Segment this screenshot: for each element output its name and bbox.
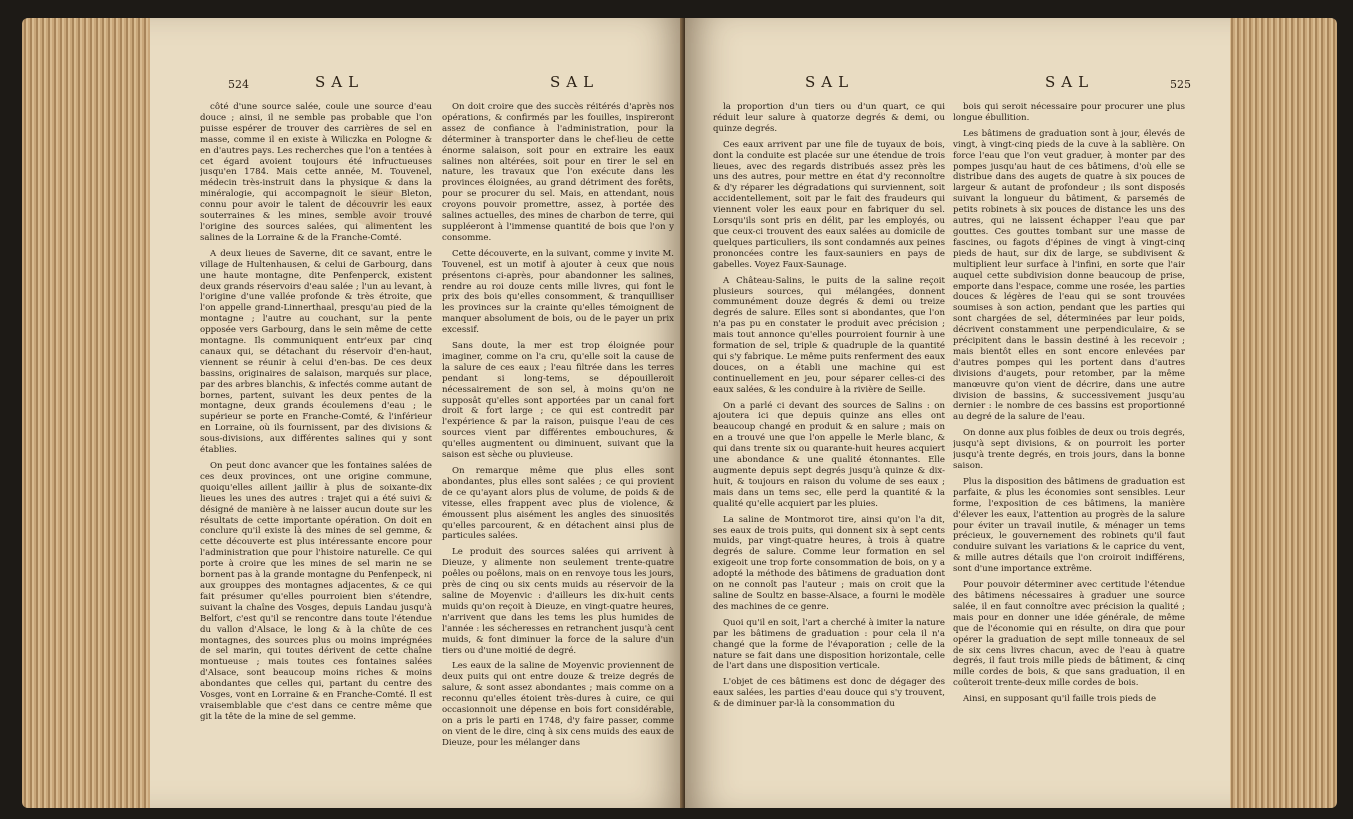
- paragraph: On doit croire que des succès réitérés d'après nos opérations, & confirmés par les fouilles, inspireront assez de confiance à l'administration, pour la déterminer à transporter dans le chef-lieu de cette énorme salaison, soit pour en extraire les eaux salines non altérées, soit pour en tirer le sel en nature, les travaux que l'on exécute dans les provinces éloignées, au grand détriment des forêts, pour se procurer du sel. Mais, en attendant, nous croyons pouvoir promettre, assez, à portée des salines actuelles, des mines de charbon de terre, qui suppléeront à l'immense quantité de bois que l'on y consomme.: [442, 102, 674, 243]
- paragraph: La saline de Montmorot tire, ainsi qu'on l'a dit, ses eaux de trois puits, qui donnent six à sept cents muids, par vingt-quatre heures, à trois à quatre degrés de salure. Comme leur formation en sel exigeoit une trop forte consommation de bois, on y a adopté la méthode des bâtimens de graduation dont on ne connoît pas l'auteur ; mais on croit que la saline de Soultz en basse-Alsace, a fourni le modèle des machines de ce genre.: [713, 514, 945, 612]
- paragraph: Les eaux de la saline de Moyenvic proviennent de deux puits qui ont entre douze & treize degrés de salure, & sont assez abondantes ; mais comme on a reconnu qu'elles étoient très-dures à cuire, ce qui occasionnoit une dépense en bois fort considérable, on a pris le parti en 1748, d'y faire passer, comme on vient de le dire, cinq à six cens muids des eaux de Dieuze, pour les mélanger dans: [442, 661, 674, 748]
- paragraph: L'objet de ces bâtimens est donc de dégager des eaux salées, les parties d'eau douce qui s'y trouvent, & de diminuer par-là la consommation du: [713, 677, 945, 710]
- paragraph: Ainsi, en supposant qu'il faille trois pieds de: [963, 694, 1157, 705]
- right-page-column-2: [953, 102, 1185, 777]
- paragraph: Pour pouvoir déterminer avec certitude l'étendue des bâtimens nécessaires à graduer une source salée, il en faut connoître avec précision la qualité ; mais pour en donner une idée générale, de même que de l'économie qui en résulte, on dira que pour opérer la graduation de sept mille tonneaux de sel de six cens livres chacun, avec de l'eau à quatre degrés, il faut trois mille pieds de bâtiment, & cinq mille cordes de bois, & que sans graduation, il en coûteroit trente-deux mille cordes de bois.: [953, 580, 1185, 689]
- paragraph: Le produit des sources salées qui arrivent à Dieuze, y alimente non seulement trente-quatre poêles ou poêlons, mais on en renvoye tous les jours, près de cinq ou six cents muids au réservoir de la saline de Moyenvic : d'ailleurs les dix-huit cents muids qu'on reçoit à Dieuze, en vingt-quatre heures, n'arrivent que dans les tems les plus humides de l'année : les sécheresses en retranchent jusqu'à cent muids, & font diminuer la force de la salure d'un tiers ou d'une moitié de degré.: [442, 547, 674, 656]
- paragraph: la proportion d'un tiers ou d'un quart, ce qui réduit leur salure à quatorze degrés & demi, ou quinze degrés.: [713, 102, 945, 134]
- page-edges-right: [1217, 18, 1337, 808]
- paragraph: côté d'une source salée, coule une source d'eau douce ; ainsi, il ne semble pas probable que l'on puisse espérer de trouver des carrières de sel en masse, comme il en existe à Wiliczka en Pologne & en d'autres pays. Les recherches que l'on a tentées à cet égard avoient toujours été infructueuses jusqu'en 1784. Mais cette année, M. Touvenel, médecin très-instruit dans la physique & dans la minéralogie, qui accompagnoit le sieur Bleton, connu pour avoir le talent de découvrir les eaux souterraines & les mines, semble avoir trouvé l'origine des sources salées, qui alimentent les salines de la Lorraine & de la Franche-Comté.: [200, 102, 432, 243]
- paragraph: On remarque même que plus elles sont abondantes, plus elles sont salées ; ce qui provient de ce qu'ayant alors plus de volume, de poids & de vitesse, elles frappent avec plus de violence, & émoussent plus aisément les angles des sinuosités qu'elles parcourent, & en détachent ainsi plus de particules salées.: [442, 466, 674, 542]
- paragraph: Les bâtimens de graduation sont à jour, élevés de vingt, à vingt-cinq pieds de la cuve à la sablière. On force l'eau que l'on veut graduer, à monter par des pompes jusqu'au haut de ces bâtimens, d'où elle se distribue dans des augets de quatre à six pouces de largeur & autant de profondeur ; ils sont disposés suivant la longueur du bâtiment, & parsemés de petits robinets à six pouces de distance les uns des autres, qui ne laissent échapper l'eau que par gouttes. Ces gouttes tombant sur une masse de fascines, ou fagots d'épines de vingt à vingt-cinq pieds de haut, sur dix de large, se subdivisent & multiplient leur surface à l'infini, en sorte que l'air auquel cette subdivision donne beaucoup de prise, emporte dans l'espace, comme une rosée, les parties douces & légères de l'eau qui se sont trouvées soumises à son action, pendant que les parties qui sont chargées de sel, déterminées par leur poids, décrivent constamment une perpendiculaire, & se précipitent dans le bassin destiné à les recevoir ; mais bientôt elles en sont encore enlevées par d'autres pompes qui les portent dans d'autres divisions d'augets, pour retomber, par la même manœuvre qu'on vient de décrire, dans une autre division de bassins, & successivement jusqu'au dernier : le nombre de ces bassins est proportionné au degré de la salure de l'eau.: [953, 128, 1185, 423]
- paragraph: On donne aux plus foibles de deux ou trois degrés, jusqu'à sept divisions, & on pourroit les porter jusqu'à trente degrés, en trois jours, dans la bonne saison.: [953, 428, 1185, 471]
- paragraph: On a parlé ci devant des sources de Salins : on ajoutera ici que depuis quinze ans elles ont beaucoup changé en produit & en salure ; mais on en a trouvé une que l'on appelle le Merle blanc, & qui dans trente six ou quarante-huit heures acquiert une abondance & une qualité étonnantes. Elle augmente depuis sept degrés jusqu'à quinze & dix-huit, & toujours en raison du volume de ses eaux ; mais dans un tems sec, elle perd la quantité & la qualité qu'elle acquiert par les pluies.: [713, 400, 945, 509]
- paragraph: Sans doute, la mer est trop éloignée pour imaginer, comme on l'a cru, qu'elle soit la cause de la salure de ces eaux ; l'eau filtrée dans les terres pendant si long-tems, se dépouilleroit nécessairement de son sel, à moins qu'on ne supposât qu'elles sont apportées par un canal fort droit & fort large ; ce qui est contredit par l'expérience & par la raison, puisque l'eau de ces sources vient par différentes embouchures, & qu'elles augmentent ou diminuent, suivant que la saison est sèche ou pluvieuse.: [442, 341, 674, 461]
- paragraph: Cette découverte, en la suivant, comme y invite M. Touvenel, est un motif à ajouter à ceux que nous présentons ci-après, pour abandonner les salines, rendre au roi douze cents mille livres, qui font le prix des bois qu'elles consomment, & tranquilliser les provinces sur la crainte qu'elles témoignent de manquer absolument de bois, ou de le payer un prix excessif.: [442, 248, 674, 336]
- running-head-right-col1: SAL: [805, 73, 855, 91]
- paragraph: bois qui seroit nécessaire pour procurer une plus longue ébullition.: [953, 102, 1185, 123]
- right-page-column-1: [713, 102, 945, 777]
- running-head-left-col1: SAL: [315, 73, 365, 91]
- paragraph: On peut donc avancer que les fontaines salées de ces deux provinces, ont une origine commune, quoiqu'elles aillent jaillir à plus de soixante-dix lieues les unes des autres : trajet qui a été suivi & désigné de manière à ne laisser aucun doute sur les résultats de cette importante opération. On doit en conclure qu'il existe là des mines de sel gemme, & cette découverte est plus intéressante encore pour l'administration que pour l'histoire naturelle. Ce qui porte à croire que les mines de sel marin ne se bornent pas à la grande montagne du Penfenpeck, ni aux grouppes des montagnes adjacentes, & ce qui fait présumer qu'elles pourroient bien s'étendre, suivant la chaîne des Vosges, depuis Landau jusqu'à Belfort, c'est qu'il se rencontre dans toute l'étendue du vallon d'Alsace, le long & à la chûte de ces montagnes, des sources plus ou moins imprégnées de sel marin, qui toutes dérivent de cette chaîne montueuse ; mais toutes ces fontaines salées d'Alsace, sont beaucoup moins riches & moins abondantes que celles qui, partant du centre des Vosges, vont en Lorraine & en Franche-Comté. Il est vraisemblable que c'est dans ce centre même que git la tête de la mine de sel gemme.: [200, 461, 432, 722]
- paragraph: Ces eaux arrivent par une file de tuyaux de bois, dont la conduite est placée sur une étendue de trois lieues, avec des regards distribués assez près les uns des autres, pour mettre en état d'y reconnoître & d'y réparer les dégradations qui surviennent, soit accidentellement, soit par le fait des fraudeurs qui viennent voler les eaux pour en fabriquer du sel. Lorsqu'ils sont pris en délit, par les employés, ou que ceux-ci trouvent des eaux salées au domicile de quelques particuliers, ils sont condamnés aux peines prononcées contre les faux-sauniers en pays de gabelles. Voyez Faux-Saunage.: [713, 139, 945, 270]
- running-head-left-col2: SAL: [550, 73, 600, 91]
- paragraph: Plus la disposition des bâtimens de graduation est parfaite, & plus les économies sont sensibles. Leur forme, l'exposition de ces bâtimens, la manière d'élever les eaux, l'attention au progrès de la salure pour éviter un travail inutile, & ménager un tems précieux, le gouvernement des robinets qu'il faut conduire suivant les variations & le caprice du vent, & mille autres détails que l'on croiroit indifférens, sont d'une importance extrême.: [953, 476, 1185, 575]
- paragraph: Quoi qu'il en soit, l'art a cherché à imiter la nature par les bâtimens de graduation : pour cela il n'a changé que la forme de l'évaporation ; celle de la nature se fait dans une disposition horizontale, celle de l'art dans une disposition verticale.: [713, 617, 945, 672]
- page-edges-left: [22, 18, 152, 808]
- page-number-right: 525: [1170, 78, 1191, 91]
- paragraph: A deux lieues de Saverne, dit ce savant, entre le village de Hultenhausen, & celui de Garbourg, dans une haute montagne, dite Penfenperck, existent deux grands réservoirs d'eau salée ; l'un au levant, à l'origine d'une vallée profonde & très étroite, que l'on appelle grand-Linnerthaal, presqu'au pied de la montagne ; l'autre au couchant, sur la pente opposée vers Garbourg, dans le sein même de cette montagne. Ils communiquent entr'eux par cinq canaux qui, se détachant du réservoir d'en-haut, viennent se réunir à celui d'en-bas. De ces deux bassins, originaires de salaison, marqués sur place, par des arbres blanchis, & infectés comme autant de bornes, partent, suivant les deux pentes de la montagne, deux grands écoulemens d'eau ; le supérieur se porte en Franche-Comté, & l'inférieur en Lorraine, où ils fournissent, par des divisions & sous-divisions, aux différentes salines qui y sont établies.: [200, 248, 432, 456]
- page-number-left: 524: [228, 78, 249, 91]
- left-page-column-2: [442, 102, 674, 777]
- left-page-column-1: [200, 102, 432, 777]
- right-page: [685, 18, 1230, 808]
- left-page: [150, 18, 685, 808]
- running-head-right-col2: SAL: [1045, 73, 1095, 91]
- paragraph: A Château-Salins, le puits de la saline reçoit plusieurs sources, qui mélangées, donnent communément douze degrés & demi ou treize degrés de salure. Elles sont si abondantes, que l'on n'a pas pu en constater le produit avec précision ; mais tout annonce qu'elles pourroient fournir à une formation de sel, triple & quadruple de la quantité qui s'y fabrique. Le même puits renferment des eaux douces, on a établi une machine qui est continuellement en jeu, pour séparer celles-ci des eaux salées, & les conduire à la rivière de Seille.: [713, 275, 945, 395]
